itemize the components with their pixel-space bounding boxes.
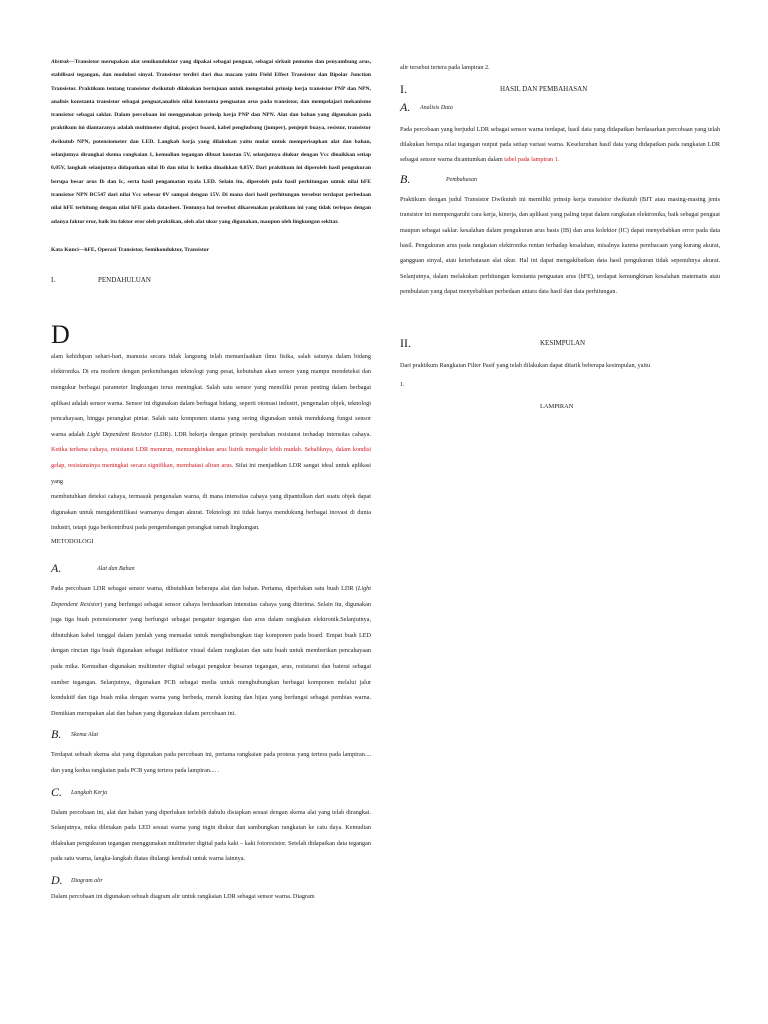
section-number: II.	[400, 335, 411, 350]
analisis-paragraph	[400, 122, 720, 168]
subsection-title: Analisis Data	[420, 104, 453, 111]
left-column	[51, 56, 371, 904]
intro-paragraph-1	[51, 349, 371, 489]
section-number: I.	[400, 81, 407, 96]
metodologi-heading: METODOLOGI	[51, 537, 94, 545]
analisis-red-text: tabel pada lampiran 1.	[504, 156, 560, 164]
subsection-title: Skema Alat	[71, 732, 99, 739]
section-number: I.	[51, 275, 56, 284]
continuation-text: alir tersebut tertera pada lampiran 2.	[400, 64, 490, 71]
abstract	[51, 56, 371, 229]
diagram-paragraph: Dalam percobaan ini digunakan sebuah diagram alir untuk rangkaian LDR sebagai sensor warna. Diagram	[51, 892, 315, 900]
subsection-title: Alat dan Bahan	[97, 565, 135, 572]
intro-text-b: (LDR). LDR bekerja dengan prinsip perubahan resistansi terhadap intensitas cahaya.	[151, 430, 371, 438]
alat-text-a: Pada percobaan LDR sebagai sensor warna, dibutuhkan beberapa alat dan bahan. Pertama, diperlukan satu buah LDR (	[51, 584, 358, 592]
kesimpulan-paragraph: Dari praktikum Rangkaian Filter Pasif yang telah dilakukan dapat ditarik beberapa kesimpulan, yaitu	[400, 361, 651, 369]
right-column	[400, 60, 720, 410]
intro-red-text: Ketika terkena cahaya, resistansi LDR menurun, memungkinkan arus listrik mengalir lebih mudah. Sebaliknya, dalam kondisi gelap, resistansinya meningkat secara signifikan, membatasi aliran arus.	[51, 446, 371, 470]
hasil-subsection-a-heading	[400, 100, 720, 120]
subsection-letter: A.	[400, 99, 411, 114]
pembahasan-paragraph: Praktikum dengan judul Transistor Dwikutub ini memiliki prinsip kerja transistor dwikutub (BJT atau masing-masing jenis transistor ini mempengaruhi cara kerja, kinerja, dan aplikasi yang paling tepat dalam rangkaian elektronika, baik sebagai penguat maupun sebagai saklar. kesalahan dalam pengukuran arus basis (IB) dan arus kolektor (IC) dapat menyebabkan error pada data hasil. Pengukuran arus pada rangkaian elektronika rentan terhadap kesalahan, misalnya karena pembacaan yang kurang akurat, gangguan sinyal, atau keterbatasan alat ukur. Hal ini dapat mengakibatkan data hasil pengukuran tidak sepenuhnya akurat. Selanjutnya, dalam melakukan perhitungan konstanta penguatan arus (hFE), terdapat kemungkinan kesalahan matematis atau pembulatan yang dapat menyebabkan perbedaan antara data hasil dan data perhitungan.	[400, 195, 720, 296]
section-title: KESIMPULAN	[540, 338, 586, 347]
analisis-text: Pada percobaan yang berjudul LDR sebagai sensor warna terdapat, hasil data yang didapatkan berdasarkan percobaan yang telah dilakukan berupa nilai tegangan output pada setiap variasi warna. Keseluruhan hasil data yang didapatkan pada rangkaian LDR sebagai sensor warna dicantumkan dalam	[400, 125, 720, 164]
subsection-letter: B.	[400, 171, 411, 186]
subsection-title: Diagram alir	[71, 877, 103, 884]
subsection-title: Pembahasan	[446, 176, 477, 183]
subsection-b-heading	[51, 727, 371, 747]
skema-paragraph: Terdapat sebuah skema alat yang digunakan pada percobaan ini, pertama rangkaian pada proteus yang tertera pada lampiran.... dan yang kedua rangkaian pada PCB yang tertera pada lampiran.... .	[51, 751, 371, 774]
subsection-letter: B.	[51, 727, 62, 742]
section-pendahuluan-heading	[51, 273, 371, 291]
intro-text-a: alam kehidupan sehari-hari, manusia secara tidak langsung telah memanfaatkan ilmu fisika, salah satunya dalam bidang elektronika. Di era modern dengan perkembangan teknologi yang pesat, kebutuhan akan sensor yang mampu mendeteksi dan mengukur berbagai parameter lingkungan terus meningkat. Salah satu sensor yang memiliki peran penting dalam berbagai aplikasi adalah sensor warna. Sensor ini digunakan dalam berbagai bidang, seperti otomasi industri, pengenalan objek, teknologi pencahayaan, hingga perangkat pintar. Salah satu komponen utama yang sering digunakan untuk mendukung fungsi sensor warna adalah	[51, 352, 371, 438]
subsection-letter: D.	[51, 872, 63, 887]
alat-bahan-paragraph	[51, 581, 371, 721]
alat-italic: Light Dependent Resistor	[51, 584, 371, 608]
section-kesimpulan-heading	[400, 336, 720, 354]
subsection-c-heading	[51, 785, 371, 805]
langkah-paragraph: Dalam percobaan ini, alat dan bahan yang diperlukan terlebih dahulu disiapkan sesuai dengan skema alat yang telah dirangkai. Selanjutnya, mika diletakan pada LED sesuai warna yang ingin diukur dan sambungkan rangkaian ke catu daya. Kemudian dilakukan pengukuran tegangan menggunakan multimeter digital pada kaki – kaki fotoresistor. Setelah didapatkan data tegangan pada satu warna, langka-langkah diatas diulangi kembali untuk warna lainnya.	[51, 808, 371, 863]
keywords: Kata Kunci—hFE, Operasi Transistor, Semikonduktor, Transistor	[51, 246, 209, 253]
drop-cap: D	[51, 319, 70, 349]
intro-italic: Light Dependent Resistor	[86, 430, 152, 438]
subsection-title: Langkah Kerja	[71, 789, 108, 796]
alat-text-b: ) yang berfungsi sebagai sensor cahaya berdasarkan intensitas cahaya yang diterima. Selain itu, digunakan juga tiga buah potensiometer yang berfungsi sebagai pengatur tegangan dan arus dalam rangkaian elektronik.Selanjutnya, dibutuhkan kabel tunggal dalam jumlah yang memadai untuk menghubungkan tiap komponen pada board. Empat buah LED dengan rincian tiga buah digunakan sebagai indikator visual dalam rangkaian dan satu buah untuk memberikan pencahayaan pada mika. Kemudian digunakan multimeter digital sebagai pengukur besaran tegangan, arus, resistansi dan baterai sebagai sumber tegangan. Selanjutnya, digunakan PCB sebagai media untuk menghubungkan berbagai komponen melalui jalur konduktif dan tiga buah mika dengan warna yang berbeda, merah kuning dan hijau yang berfungsi sebagai pembias warna. Demikian merupakan alat dan bahan yang digunakan dalam percobaan ini.	[51, 600, 371, 717]
intro-text-c: Sifat ini menjadikan LDR sangat ideal untuk aplikasi yang	[51, 462, 371, 485]
intro-paragraph-2: membutuhkan deteksi cahaya, termasuk pengenalan warna, di mana intensitas cahaya yang dipantulkan dari suatu objek dapat digunakan untuk mengidentifikasi warnanya dengan akurat. Teknologi ini tidak hanya mendukung berbagai inovasi di dunia industri, tetapi juga berkontribusi pada pengembangan perangkat ramah lingkungan.	[51, 493, 371, 532]
section-title: HASIL DAN PEMBAHASAN	[500, 84, 588, 93]
abstract-label: Abstrak	[51, 59, 70, 65]
hasil-subsection-b-heading	[400, 172, 720, 192]
subsection-a-heading	[51, 561, 371, 581]
section-hasil-heading	[400, 82, 720, 100]
kesimpulan-item: 1.	[400, 381, 405, 389]
section-title: PENDAHULUAN	[98, 275, 151, 284]
subsection-letter: A.	[51, 560, 62, 575]
subsection-letter: C.	[51, 784, 63, 799]
subsection-d-heading	[51, 873, 371, 889]
lampiran-heading: LAMPIRAN	[540, 402, 574, 410]
abstract-text: —Transistor merupakan alat semikonduktor yang dipakai sebagai penguat, sebagai sirkuit pemutus dan penyambung arus, stabilisasi tegangan, dan modulasi sinyal. Transistor terdiri dari dua macam yaitu Field Effect Transistor dan Bipolar Junction Transistor. Praktikum tentang transistor dwikutub dilakukan bertujuan untuk mengetahui prinsip kerja transistor PNP dan NPN, analisis konstanta transistor sebagai penguat,analisis nilai konstanta penguatan arus pada transistor, dan mempelajari mekanisme transistor sebagai saklar. Dalam percobaan ini menggunakan prinsip kerja PNP dan NPN. Alat dan bahan yang digunakan pada praktikum ini diantaranya adalah multimeter digital, project board, kabel penghubung (jumper), penjepit buaya, resistor, transistor dwikutub NPN, potensiometer dan LED. Langkah kerja yang dilakukan yaitu mulai untuk memperisapkan alat dan bahan, selanjutnya dirangkai skema rangkaian 1, kemudian tegangan dibuat konstan 5V, selanjutnya diukur dengan Vcc dinaikkan setiap 0,05V, langkah selanjutnya didapatkan nilai Ib dan nilai Ic ketika dinaikkan 0,05V. Dari praktikum ini diperoleh hasil pengukuran berupa besar arus Ib dan Ic, serta hasil pengamatan nyala LED. Selain itu, diperoleh pula hasil perhitungan untuk nilai hFE transistor NPN BC547 dari nilai Vcc sebesar 0V sampai dengan 15V. Di mana dari hasil perhitungan tersebut terdapat perbedaan nilai hFE terhitung dengan nilai hFE pada datasheet. Tentunya hal tersebut dikarenakan praktikum ini yang tidak terlepas dengan adanya faktor eror, baik itu faktor eror oleh praktikan, oleh alat ukur yang digunakan, maupun oleh lingkungan sekitar.	[51, 59, 371, 225]
